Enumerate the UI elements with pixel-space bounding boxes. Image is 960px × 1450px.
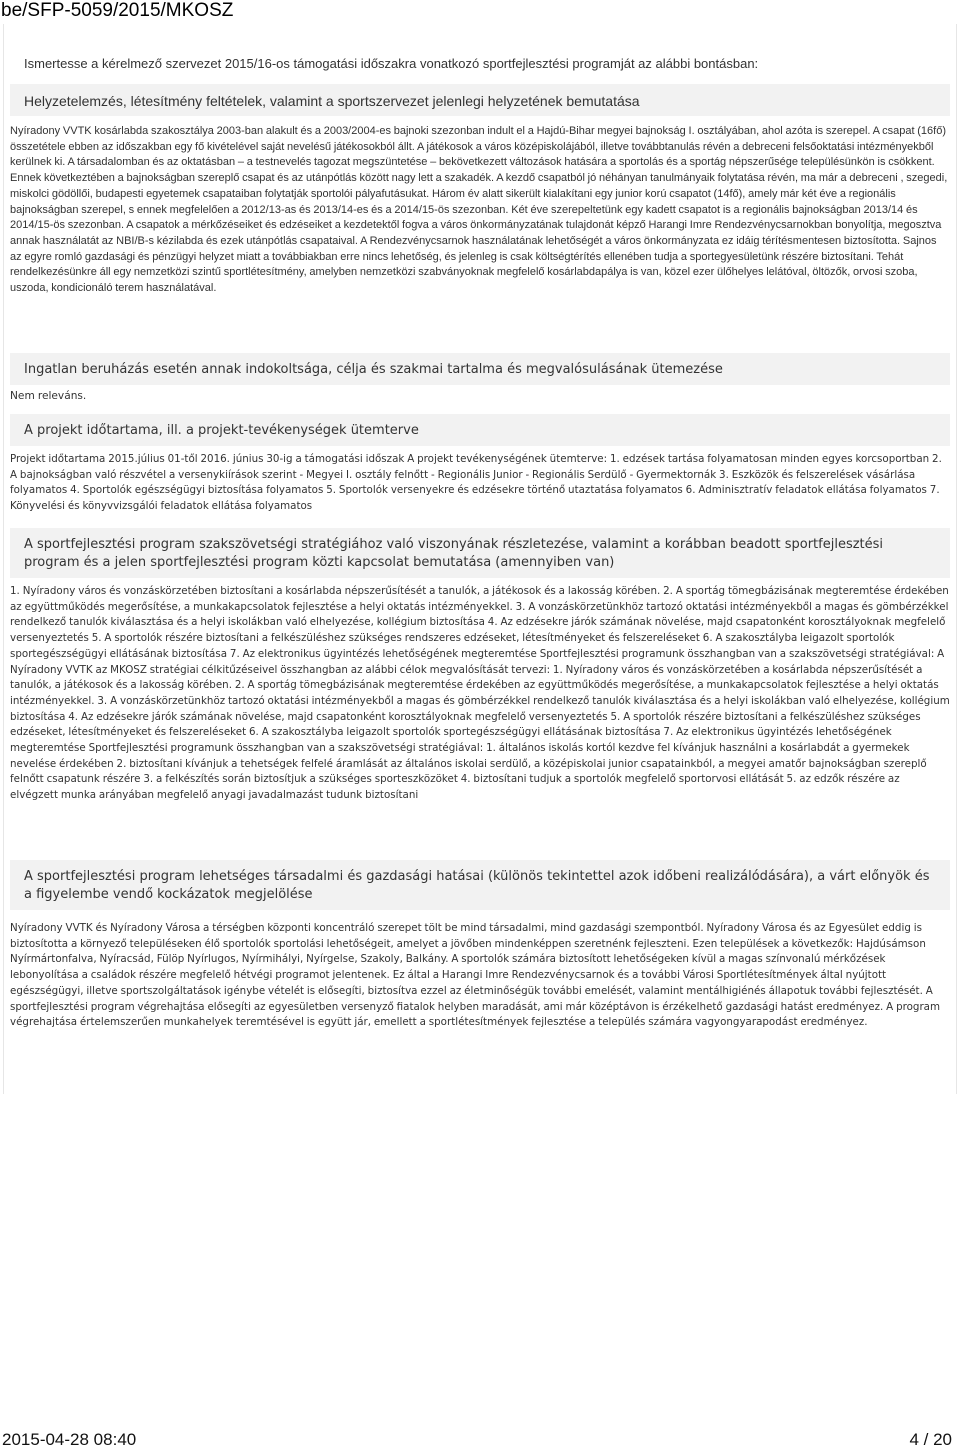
section-title-duration: A projekt időtartama, ill. a projekt-tevékenységek ütemterve [10, 414, 950, 446]
section-title-strategy: A sportfejlesztési program szakszövetségi stratégiához való viszonyának részletezése, valamint a korábban beadott sportfejlesztési program és a jelen sportfejlesztési program közti kapcsolat bemutatása (amennyiben van) [10, 528, 950, 578]
intro-text: Ismertesse a kérelmező szervezet 2015/16-os támogatási időszakra vonatkozó sportfejlesztési programját az alábbi bontásban: [24, 56, 759, 71]
section-body-strategy: 1. Nyíradony város és vonzáskörzetében biztosítani a kosárlabda népszerűsítését a tanulók, a játékosok és a lakosság körében. 2. A sportág tömegbázisának megteremtése érdekében az együttműködés megerősítése, a munkakapcsolatok fejlesztése a helyi oktatás intézményekkel. 3. A vonzáskörzetünkhöz tartozó oktatási intézményekből a magas és gömbérzékkel rendelkező tanulók kiválasztása és a helyi iskolákban való elhelyezése, kollégium biztosítása 4. Az edzésekre járók számának növelése, majd csapatonként korosztályoknak megfelelő versenyeztetés 5. A sportolók részére biztosítani a felkészüléshez szükséges rendszeres edzéseket, létesítményeket és felszereléseket 6. A szakosztályba leigazolt sportolók sportegészségügyi ellátásának biztosítása 7. Az elektronikus ügyintézés lehetőségének megteremtése Sportfejlesztési programunk összhangban van a szakszövetségi stratégiával: A Nyíradony VVTK az MKOSZ stratégiai célkitűzéseivel összhangban az alábbi célok megvalósítását tervezi: 1. Nyíradony város és vonzáskörzetében a kosárlabda népszerűsítését a tanulók, a játékosok és a lakosság körében. 2. A sportág tömegbázisának megteremtése érdekében az együttműködés megerősítése, a munkakapcsolatok fejlesztése a helyi oktatás intézményekkel. 3. A vonzáskörzetünkhöz tartozó oktatási intézményekből a magas és gömbérzékkel rendelkező tanulók kiválasztása és a helyi iskolákban való elhelyezése, kollégium biztosítása 4. Az edzésekre járók számának növelése, majd csapatonként korosztályoknak megfelelő versenyeztetés 5. A sportolók részére biztosítani a felkészüléshez szükséges edzéseket, létesítményeket és felszereléseket 6. A szakosztályba leigazolt sportolók sportegészségügyi ellátásának biztosítása 7. Az elektronikus ügyintézés lehetőségének megteremtése Sportfejlesztési programunk összhangban van a szakszövetségi stratégiával: 1. általános iskolás kortól kezdve fel kívánjuk használni a kosárlabdát a gyermekek nevelése érdekében 2. biztosítani kívánjuk a tehetségek felfelé áramlását az általános iskolai serdülő, a középiskolai junior csapatainkból, a megyei amatőr bajnokságban szereplő felnőtt csapatunk részére 3. a felkészítés során biztosítjuk a szükséges sporteszközöket 4. biztosítani tudjuk a sportolók megfelelő sportorvosi ellátását 5. az edzők részére az elvégzett munka arányában megfelelő anyagi javadalmazást tudunk biztosítani [10, 585, 950, 802]
section-body-situation: Nyíradony VVTK kosárlabda szakosztálya 2003-ban alakult és a 2003/2004-es bajnoki szezonban indult el a Hajdú-Bihar megyei bajnokság I. osztályában, ahol azóta is szerepel. A csapat (16fő) összetétele ebben az időszakban egy fő kivételével saját nevelésű játékosokból állt. A játékosok a város középiskolájából, illetve továbbtanulás révén a debreceni felsőoktatási intézményekből kerülnek ki. A társadalomban és az oktatásban – a testnevelés tagozat megszüntetése – bekövetkezett változások hatására a sportolás és a sportág népszerűsége településünkön is csökkent. Ennek következtében a bajnokságban szereplő csapat és az utánpótlás között nagy lett a szakadék. A kezdő csapatból jó néhányan tanulmányaik folytatása révén, ma már a debreceni , szegedi, miskolci gödöllői, budapesti egyetemek csapataiban folytatják sportolói pályafutásukat. Három év alatt sikerült kialakítani egy junior korú csapatot (14fő), amely már két éve a regionális bajnokságban szerepel, s ennek megfelelően a 2012/13-as és 2013/14-es és a 2014/15-ös szezonban. Két éve szerepeltetünk egy kadett csapatot is a regionális bajnokságban 2013/14 és 2014/15-ös szezonban. A csapatok a mérkőzéseiket és edzéseiket a kezdetektől fogva a város önkormányzatának tulajdonát képző Harangi Imre Rendezvénycsarnokban bonyolítja, megosztva annak használatát az NBI/B-s kézilabda és ezek utánpótlás csapataival. A Rendezvénycsarnok használatának lehetőségét a város önkormányzata ez idáig térítésmentesen biztosította. Sajnos az egyre romló gazdasági és pénzügyi helyzet miatt a továbbiakban erre nincs lehetőség, és jelenleg is csak költségtérítés ellenében tudja a sportegyesületünk részére biztosítani. Tehát rendelkezésünkre áll egy nemzetközi szintű sportlétesítmény, amelyben nemzetközi szabványoknak megfelelő kosárlabdapálya is van, közel ezer ülőhelyes lelátóval, öltözők, orvosi szoba, uszoda, kondicionáló terem használatával. [10, 125, 948, 295]
section-title-impacts: A sportfejlesztési program lehetséges társadalmi és gazdasági hatásai (különös tekintettel azok időbeni realizálódására), a várt előnyök és a figyelembe vendő kockázatok megjelölése [10, 860, 950, 910]
footer-timestamp: 2015-04-28 08:40 [2, 1430, 137, 1449]
section-body-duration: Projekt időtartama 2015.július 01-től 2016. június 30-ig a támogatási időszak A projekt tevékenységének ütemterve: 1. edzések tartása folyamatosan minden egyes korcsoportban 2. A bajnokságban való részvétel a versenykiírások szerint - Megyei I. osztály felnőtt - Regionális Junior - Regionális Serdülő - Gyermektornák 3. Eszközök és felszerelések vásárlása folyamatos 4. Sportolók egészségügyi biztosítása folyamatos 5. Sportolók versenyekre és edzésekre történő utaztatása folyamatos 6. Adminisztratív feladatok ellátása folyamatos 7. Könyvelési és könyvvizsgálói feladatok ellátása folyamatos [10, 453, 942, 513]
section-body-impacts: Nyíradony VVTK és Nyíradony Városa a térségben központi koncentráló szerepet tölt be mind társadalmi, mind gazdasági szempontból. Nyíradony Városa és az Egyesület eddig is biztosította a környező településeken élő sportolók sportolási lehetőségeit, amelyet a jövőben mindenképpen szeretnénk fejleszteni. Ezen települések a következők: Hajdúsámson Nyírmártonfalva, Nyíracsád, Fülöp Nyírlugos, Nyírmihályi, Nyírgelse, Szakoly, Balkány. A sportolók számára biztosított lehetőségeken kívül a magas színvonalú mérkőzések lebonyolítása a családok részére megfelelő hétvégi programot jelentenek. Ez által a Harangi Imre Rendezvénycsarnok és a további Városi Sportlétesítmények által nyújtott egészségügyi, illetve sportszolgáltatások igénybe vételét is elősegíti, biztosítva ezzel az életminőségük további emelését, valamint mentálhigiénés állapotuk további fejlesztését. A sportfejlesztési program végrehajtása elősegíti az egyesületben versenyző fiatalok helyben maradását, ami már középtávon is érzékelhető gazdasági hatást eredményez. A program végrehajtása értelemszerűen munkahelyek teremtésével is együtt jár, emellett a sportlétesítmények fejlesztése a település számára vagyongyarapodást eredményez. [10, 922, 941, 1029]
footer-page-number: 4 / 20 [909, 1430, 952, 1449]
document-id: be/SFP-5059/2015/MKOSZ [1, 0, 234, 21]
section-title-situation: Helyzetelemzés, létesítmény feltételek, valamint a sportszervezet jelenlegi helyzetének bemutatása [10, 84, 950, 116]
section-body-real-estate: Nem releváns. [10, 390, 87, 402]
section-title-real-estate: Ingatlan beruházás esetén annak indokoltsága, célja és szakmai tartalma és megvalósulásának ütemezése [10, 353, 950, 385]
